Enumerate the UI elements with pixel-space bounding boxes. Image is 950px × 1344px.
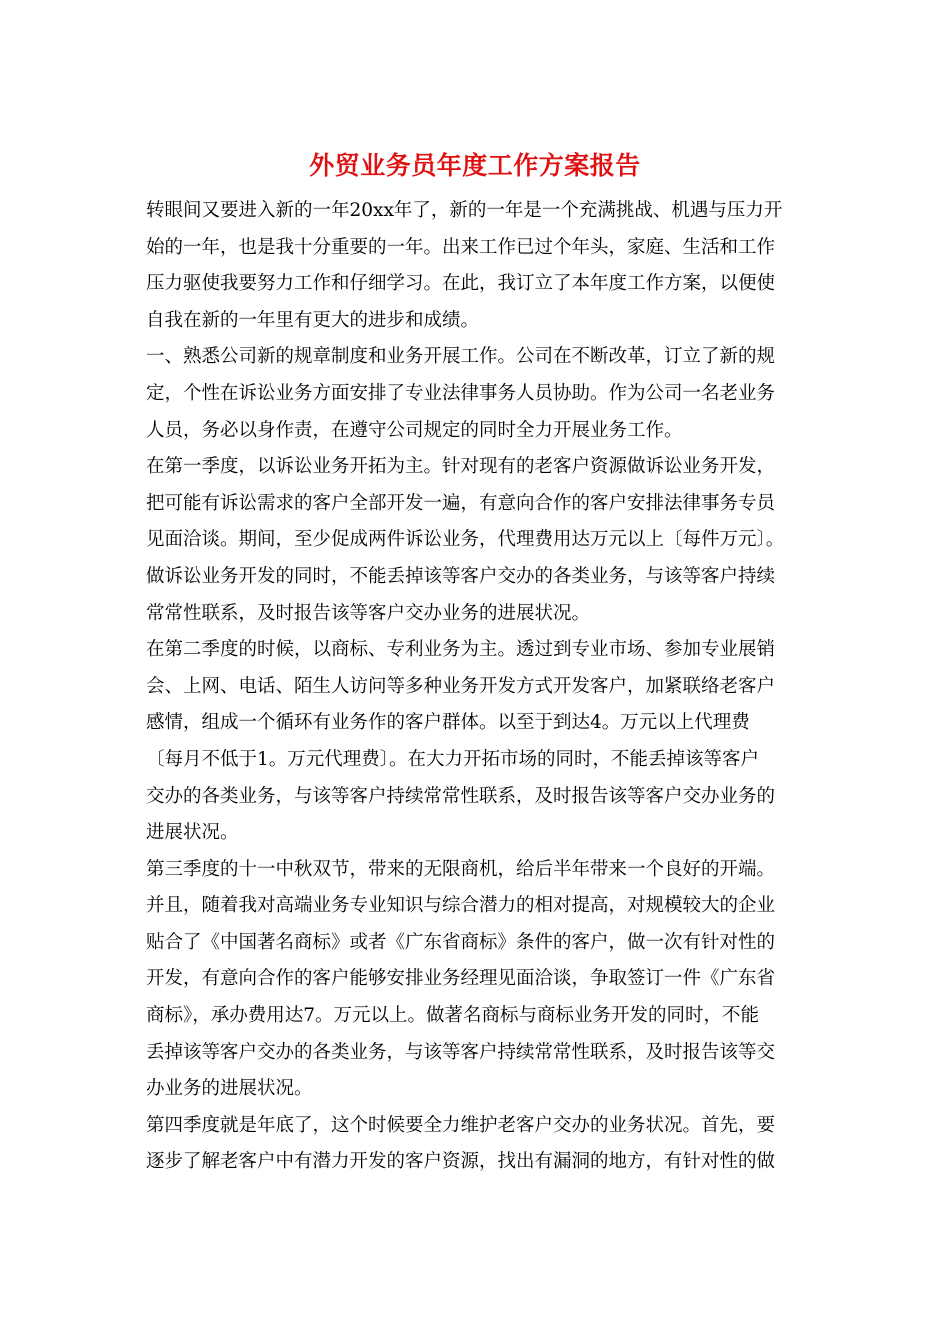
body-line: 会、上网、电话、陌生人访问等多种业务开发方式开发客户，加紧联络老客户 <box>146 675 776 697</box>
body-line: 进展状况。 <box>146 822 239 844</box>
body-line: 〔每月不低于1。万元代理费〕。在大力开拓市场的同时，不能丢掉该等客户 <box>146 748 760 770</box>
body-line: 自我在新的一年里有更大的进步和成绩。 <box>146 309 480 331</box>
body-line: 在第二季度的时候，以商标、专利业务为主。透过到专业市场、参加专业展销 <box>146 639 776 661</box>
body-line: 一、熟悉公司新的规章制度和业务开展工作。公司在不断改革，订立了新的规 <box>146 346 776 368</box>
body-line: 始的一年，也是我十分重要的一年。出来工作已过个年头，家庭、生活和工作 <box>146 236 776 258</box>
document-title: 外贸业务员年度工作方案报告 <box>309 151 641 180</box>
body-line: 转眼间又要进入新的一年20xx年了，新的一年是一个充满挑战、机遇与压力开 <box>146 200 783 221</box>
body-line: 商标》，承办费用达7。万元以上。做著名商标与商标业务开发的同时，不能 <box>146 1005 760 1027</box>
body-line: 做诉讼业务开发的同时，不能丢掉该等客户交办的各类业务，与该等客户持续 <box>146 565 776 587</box>
body-line: 把可能有诉讼需求的客户全部开发一遍，有意向合作的客户安排法律事务专员 <box>146 492 776 514</box>
body-line: 并且，随着我对高端业务专业知识与综合潜力的相对提高，对规模较大的企业 <box>146 895 776 917</box>
body-line: 第三季度的十一中秋双节，带来的无限商机，给后半年带来一个良好的开端。 <box>146 858 776 880</box>
body-line: 逐步了解老客户中有潜力开发的客户资源，找出有漏洞的地方，有针对性的做 <box>146 1151 776 1173</box>
body-line: 交办的各类业务，与该等客户持续常常性联系，及时报告该等客户交办业务的 <box>146 785 776 807</box>
body-line: 见面洽谈。期间，至少促成两件诉讼业务，代理费用达万元以上〔每件万元〕。 <box>146 529 785 551</box>
body-line: 开发，有意向合作的客户能够安排业务经理见面洽谈，争取签订一件《广东省 <box>146 968 776 990</box>
document-body <box>146 193 810 1181</box>
body-line: 压力驱使我要努力工作和仔细学习。在此，我订立了本年度工作方案，以便使 <box>146 273 776 295</box>
body-line: 定，个性在诉讼业务方面安排了专业法律事务人员协助。作为公司一名老业务 <box>146 382 776 404</box>
body-line: 常常性联系，及时报告该等客户交办业务的进展状况。 <box>146 602 591 624</box>
body-line: 贴合了《中国著名商标》或者《广东省商标》条件的客户，做一次有针对性的 <box>146 931 776 953</box>
body-line: 第四季度就是年底了，这个时候要全力维护老客户交办的业务状况。首先，要 <box>146 1114 776 1136</box>
body-line: 丢掉该等客户交办的各类业务，与该等客户持续常常性联系，及时报告该等交 <box>146 1041 776 1063</box>
body-line: 人员，务必以身作责，在遵守公司规定的同时全力开展业务工作。 <box>146 419 683 441</box>
body-line: 感情，组成一个循环有业务作的客户群体。以至于到达4。万元以上代理费 <box>146 712 750 734</box>
body-line: 办业务的进展状况。 <box>146 1078 313 1100</box>
body-line: 在第一季度，以诉讼业务开拓为主。针对现有的老客户资源做诉讼业务开发， <box>146 456 776 478</box>
